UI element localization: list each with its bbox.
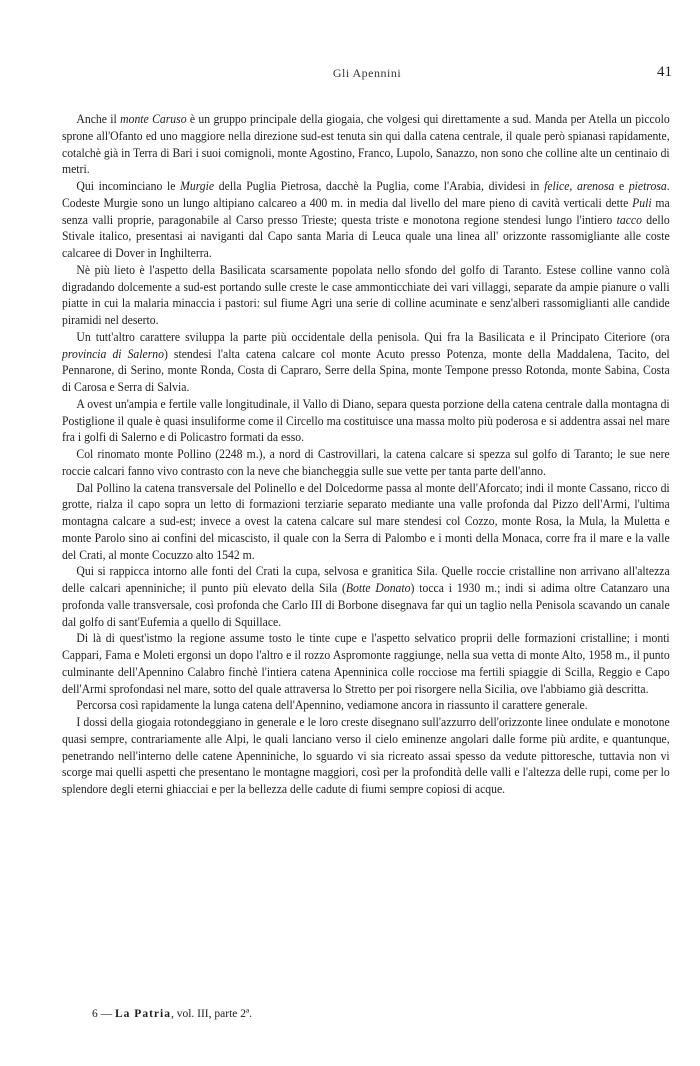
text-run: ) tocca i 1930 m.; indi si adima oltre Catanzaro una profonda valle transversale, così profonda che Carlo III di Borbone disegnava far qui un taglio nella Penisola scavando un canale dal golfo di sant'Eufemia a quello di Squillace.	[62, 581, 670, 629]
page-number: 41	[657, 64, 672, 80]
paragraph	[62, 563, 670, 630]
paragraph	[62, 396, 670, 446]
paragraph	[62, 178, 670, 262]
paragraph	[62, 697, 670, 714]
paragraph	[62, 262, 670, 329]
text-run: Dal Pollino la catena transversale del Polinello e del Dolcedorme passa al monte dell'Aforcato; indi il monte Cassano, ricco di grotte, rialza il capo sopra un letto di formazioni terziarie separato mediante una valle profonda dal Pizzo dell'Armi, l'ultima montagna calcare a sud-est; invece a ovest la catena calcare sul mare stendesi col Cozzo, monte Rosa, la Mula, la Muletta e monte Parolo sino ai confini del micascisto, il quale con la Serra di Palombo e i monti della Monaca, corre fra il mare e la valle del Crati, al monte Cocuzzo alto 1542 m.	[62, 480, 670, 562]
text-run: è un gruppo principale della giogaia, che volgesi qui direttamente a sud. Manda per Atella un piccolo sprone all'Ofanto ed uno maggiore nella direzione sud-est tenuta sin qui dalla catena centrale, il quale però spianasi rapidamente, cotalchè già in Terra di Bari i suoi comignoli, monte Agostino, Franco, Lupolo, Sanazzo, non sono che colline alte un centinaio di metri.	[62, 112, 670, 177]
paragraph	[62, 329, 670, 396]
paragraph	[62, 446, 670, 480]
text-run: della Puglia Pietrosa, dacchè la Puglia, come l'Arabia, dividesi in	[214, 179, 545, 193]
text-run: Col rinomato monte Pollino (2248 m.), a nord di Castrovillari, la catena calcare si spezza sul golfo di Taranto; le sue nere roccie calcari fanno vivo contrasto con la neve che biancheggia sulle sue vette per tanta parte dell'anno.	[62, 447, 670, 478]
text-run: I dossi della giogaia rotondeggiano in generale e le loro creste disegnano sull'azzurro dell'orizzonte linee ondulate e monotone quasi sempre, contrariamente alle Alpi, le quali lanciano verso il cielo eminenze angolari dalle forme più ardite, e quantunque, penetrando nell'interno delle catene Apenniniche, lo sguardo vi sia ricreato assai spesso da vedute pittoresche, tuttavia non vi scorge mai quelli aspetti che presentano le montagne maggiori, così per la profondità delle valli e l'altezza delle rupi, come per lo splendore degli eterni ghiacciai e per la bellezza delle cadute di fiumi sempre copiosi di acque.	[62, 715, 670, 796]
italic-text: Botte Donato	[345, 581, 411, 595]
italic-text: felice, arenosa	[544, 179, 615, 193]
footer-signature: 6 —	[92, 1008, 115, 1020]
italic-text: Murgie	[180, 179, 215, 193]
footer-title: La Patria	[115, 1008, 171, 1020]
italic-text: provincia di Salerno	[62, 346, 164, 361]
footer	[92, 1008, 252, 1020]
italic-text: monte Caruso	[120, 112, 187, 126]
italic-text: tacco	[616, 212, 642, 227]
text-run: Percorsa così rapidamente la lunga catena dell'Apennino, vediamone ancora in riassunto il carattere generale.	[76, 698, 588, 713]
text-run: Qui incominciano le	[76, 179, 181, 193]
italic-text: pietrosa	[628, 179, 667, 193]
paragraph	[62, 111, 670, 178]
page-header	[62, 66, 672, 86]
running-title: Gli Apennini	[332, 66, 402, 80]
footer-volume: , vol. III, parte 2ª.	[170, 1008, 253, 1020]
text-run: . Codeste Murgie sono un lungo altipiano calcareo a 400 m. in media dal livello del mare pieno di cavità verticali dette	[62, 179, 670, 210]
text-run: Di là di quest'istmo la regione assume tosto le tinte cupe e l'aspetto selvatico proprii delle formazioni cristalline; i monti Cappari, Fama e Moleti ergonsi un dopo l'altro e il rozzo Aspromonte raggiunge, nella sua vetta di monte Alto, 1958 m., il punto culminante dell'Apennino Calabro finchè l'intiera catena Apenninica colle rocciose ma fertili spiaggie di Scilla, Reggio e Capo dell'Armi sprofondasi nel mare, sotto del quale attraversa lo Stretto per poi risorgere nella Sicilia, ove l'abbiamo già descritta.	[62, 631, 670, 696]
paragraph	[62, 714, 670, 798]
text-run: ma senza valli proprie, paragonabile al Carso presso Trieste; questa triste e monotona regione stendesi lungo l'intiero	[62, 195, 670, 227]
body-text	[62, 111, 670, 798]
text-run: A ovest un'ampia e fertile valle longitudinale, il Vallo di Diano, separa questa porzione della catena centrale dalla montagna di Postiglione il quale è quasi insuliforme come il Circello ma costituisce una massa molto più poderosa e si addentra assai nel mare fra i golfi di Salerno e di Policastro formati da esso.	[62, 396, 670, 445]
text-run: Nè più lieto è l'aspetto della Basilicata scarsamente popolata nello sfondo del golfo di Taranto. Estese colline vanno colà digradando dolcemente a sud-est portando sulle creste le case ammonticchiate dei vari villaggi, separate da ampie pianure o valli piatte in cui la malaria minaccia i pastori: sul fiume Agri una serie di colline acuminate e senz'alberi rassomiglianti alle candide piramidi nel deserto.	[62, 262, 670, 327]
paragraph	[62, 480, 670, 564]
text-run: e	[614, 179, 629, 193]
italic-text: Puli	[632, 195, 652, 210]
paragraph	[62, 630, 670, 697]
text-run: Un tutt'altro carattere sviluppa la parte più occidentale della penisola. Qui fra la Basilicata e il Principato Citeriore (ora	[76, 329, 670, 344]
text-run: Anche il	[76, 112, 121, 126]
text-run: dello Stivale italico, presentasi ai naviganti dal Capo santa Maria di Leuca quale una linea all' orizzonte rassomigliante alle coste calcaree di Dover in Inghilterra.	[62, 212, 670, 260]
text-run: Qui si rappicca intorno alle fonti del Crati la cupa, selvosa e granitica Sila. Quelle roccie cristalline non arrivano all'altezza delle calcari apenniniche; il punto più elevato della Sila (	[62, 564, 670, 595]
text-run: ) stendesi l'alta catena calcare col monte Acuto presso Potenza, monte della Maddalena, Tacito, del Pennarone, di Serino, monte Ronda, Costa di Capraro, Serre della Spina, monte Tempone presso Rotonda, monte Sabina, Costa di Carosa e Serra di Salvia.	[62, 346, 670, 394]
